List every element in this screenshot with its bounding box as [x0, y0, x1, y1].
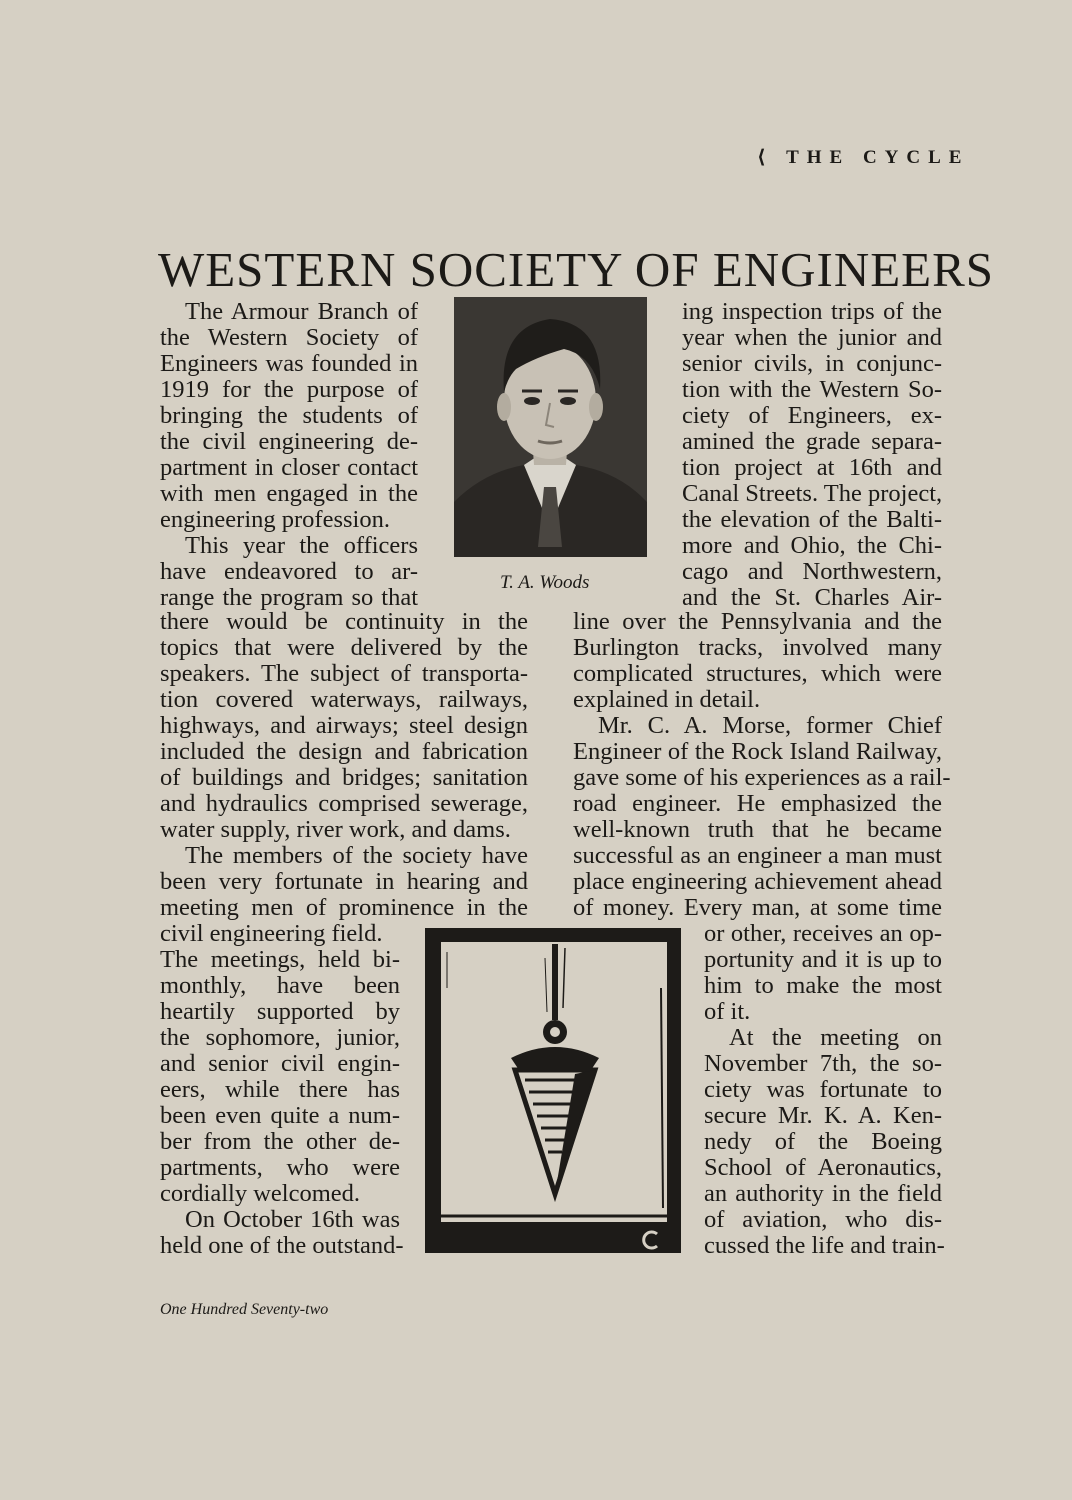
text-line: partments, who were [160, 1154, 400, 1181]
text-line: monthly, have been [160, 972, 400, 999]
text-line: gave some of his experiences as a rail- [573, 764, 951, 791]
text-line: On October 16th was [185, 1206, 400, 1233]
page-number: One Hundred Seventy-two [160, 1301, 329, 1318]
text-line: eers, while there has [160, 1076, 400, 1103]
text-line: 1919 for the purpose of [160, 376, 418, 403]
text-line: ber from the other de- [160, 1128, 400, 1155]
text-line: The meetings, held bi- [160, 946, 400, 973]
text-line: cordially welcomed. [160, 1180, 361, 1207]
text-line: of money. Every man, at some time [573, 894, 942, 921]
text-line: bringing the students of [160, 402, 418, 429]
text-line: At the meeting on [729, 1024, 942, 1051]
text-line: year when the junior and [682, 324, 942, 351]
text-line: amined the grade separa- [682, 428, 942, 455]
text-line: held one of the outstand- [160, 1232, 404, 1259]
text-line: the elevation of the Balti- [682, 506, 942, 533]
text-line: tion covered waterways, railways, [160, 686, 528, 713]
text-line: an authority in the field [704, 1180, 942, 1207]
text-line: Canal Streets. The project, [682, 480, 943, 507]
text-line: highways, and airways; steel design [160, 712, 528, 739]
text-line: well-known truth that he became [573, 816, 942, 843]
text-line: of it. [704, 998, 751, 1025]
text-line: senior civils, in conjunc- [682, 350, 942, 377]
text-line: tion project at 16th and [682, 454, 942, 481]
plumb-bob-icon [425, 928, 681, 1253]
text-line: and senior civil engin- [160, 1050, 400, 1077]
text-line: civil engineering field. [160, 920, 383, 947]
text-line: the civil engineering de- [160, 428, 418, 455]
text-line: line over the Pennsylvania and the [573, 608, 942, 635]
text-line: ciety of Engineers, ex- [682, 402, 942, 429]
text-line: Engineer of the Rock Island Railway, [573, 738, 942, 765]
text-line: November 7th, the so- [704, 1050, 942, 1077]
text-line: have endeavored to ar- [160, 558, 418, 585]
text-line: there would be continuity in the [160, 608, 528, 635]
text-line: him to make the most [704, 972, 942, 999]
text-line: The members of the society have [185, 842, 528, 869]
text-line: tion with the Western So- [682, 376, 942, 403]
text-line: or other, receives an op- [704, 920, 942, 947]
text-line: engineering profession. [160, 506, 390, 533]
text-line: heartily supported by [160, 998, 400, 1025]
text-line: speakers. The subject of transporta- [160, 660, 528, 687]
text-line: ing inspection trips of the [682, 298, 942, 325]
text-line: range the program so that [160, 584, 418, 611]
page-title: WESTERN SOCIETY OF ENGINEERS [158, 241, 995, 297]
text-line: with men engaged in the [160, 480, 418, 507]
text-line: secure Mr. K. A. Ken- [704, 1102, 942, 1129]
text-line: meeting men of prominence in the [160, 894, 528, 921]
portrait-photo [454, 297, 647, 557]
text-line: cago and Northwestern, [682, 558, 942, 585]
text-line: The Armour Branch of [185, 298, 418, 325]
plumb-bob-woodcut [425, 928, 681, 1253]
text-line: and the St. Charles Air- [682, 584, 942, 611]
text-line: more and Ohio, the Chi- [682, 532, 942, 559]
text-line: Mr. C. A. Morse, former Chief [598, 712, 942, 739]
text-line: place engineering achievement ahead [573, 868, 942, 895]
text-line: Engineers was founded in [160, 350, 418, 377]
text-line: explained in detail. [573, 686, 761, 713]
text-line: of buildings and bridges; sanitation [160, 764, 528, 791]
text-line: cussed the life and train- [704, 1232, 945, 1259]
text-line: partment in closer contact [160, 454, 418, 481]
text-line: and hydraulics comprised sewerage, [160, 790, 528, 817]
running-head: ⟨ THE CYCLE [757, 147, 970, 168]
text-line: of aviation, who dis- [704, 1206, 942, 1233]
text-line: This year the officers [185, 532, 418, 559]
text-line: successful as an engineer a man must [573, 842, 942, 869]
text-line: water supply, river work, and dams. [160, 816, 511, 843]
portrait-illustration [454, 297, 647, 557]
text-line: been even quite a num- [160, 1102, 400, 1129]
text-line: nedy of the Boeing [704, 1128, 942, 1155]
text-line: the sophomore, junior, [160, 1024, 400, 1051]
text-line: the Western Society of [160, 324, 418, 351]
text-line: ciety was fortunate to [704, 1076, 942, 1103]
text-line: included the design and fabrication [160, 738, 528, 765]
text-line: complicated structures, which were [573, 660, 942, 687]
text-line: been very fortunate in hearing and [160, 868, 528, 895]
text-line: road engineer. He emphasized the [573, 790, 942, 817]
text-line: portunity and it is up to [704, 946, 942, 973]
text-line: Burlington tracks, involved many [573, 634, 942, 661]
text-line: topics that were delivered by the [160, 634, 528, 661]
text-line: School of Aeronautics, [704, 1154, 942, 1181]
photo-caption: T. A. Woods [500, 572, 590, 593]
